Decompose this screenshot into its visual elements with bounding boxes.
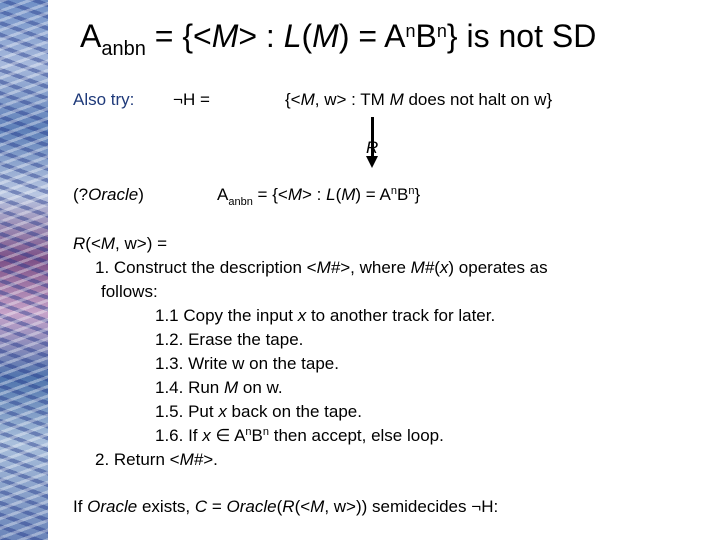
sub-step-text: then accept, else loop. [269,426,444,445]
reduction-r: R [366,138,379,157]
anbn-definition [217,185,421,208]
sub-step-text: 1.5. Put [155,402,219,421]
reduction-label [366,138,378,158]
step-text: follows: [101,282,158,301]
sub-step-text: 1.2. Erase the tape. [155,330,304,349]
anbn-m: M [341,185,356,204]
step-text: >. [203,450,218,469]
sub-step [155,330,303,350]
sub-step [155,378,283,398]
title-text: = {< [145,18,212,54]
sub-step [155,402,362,422]
sub-step-var: x [218,402,227,421]
sub-step-text: ∈ A [210,426,246,445]
oracle-text: ) [138,185,144,204]
decorative-side-banner [0,0,48,540]
r-definition-header [73,234,167,254]
slide-title [80,18,597,60]
conclusion [73,497,498,517]
sub-step-text: 1.6. If [155,426,203,445]
superscript: n [262,426,269,438]
x-var: x [439,258,449,277]
step-1-continuation [101,282,158,302]
anbn-text: ( [335,185,342,204]
title-text: > : [238,18,284,54]
step-text: >, where [340,258,411,277]
title-m: M [211,18,239,54]
title-superscript: n [436,21,447,41]
anbn-text: } [414,185,421,204]
m-hash: M# [179,450,204,469]
step-text: 2. Return < [95,450,180,469]
m-hash: M# [410,258,435,277]
also-try-label: Also try: [73,90,135,109]
sub-step-var: M [224,378,239,397]
sub-step [155,426,444,446]
title-text: ) = A [338,18,406,54]
anbn-b: B [396,185,409,204]
superscript: n [245,426,252,438]
anbn-text: ) = A [355,185,391,204]
title-superscript: n [405,21,416,41]
title-b: B [415,18,437,54]
sub-step-var: x [297,306,307,325]
conclusion-text: exists, [137,497,195,516]
r-m: M [100,234,116,253]
anbn-text: = {< [252,185,288,204]
anbn-l: L [326,185,336,204]
set-text: {< [285,90,301,109]
step-1 [95,258,548,278]
sub-step-text: 1.4. Run [155,378,224,397]
r-text: (< [85,234,101,253]
title-subscript: anbn [101,38,146,60]
negation-symbol: ¬ [471,497,482,516]
set-m: M [300,90,315,109]
step-text: ( [434,258,440,277]
sub-step-text: B [251,426,263,445]
conclusion-text: ( [276,497,283,516]
h-symbol: H: [481,497,499,516]
sub-step [155,306,495,326]
m-symbol: M [310,497,325,516]
oracle-word: Oracle [87,497,138,516]
m-hash: M# [316,258,341,277]
set-text: , w> : TM [314,90,390,109]
anbn-superscript: n [408,185,415,197]
title-m: M [312,18,339,54]
conclusion-text: If [73,497,88,516]
step-text: ) operates as [448,258,548,277]
h-symbol: H [182,90,196,109]
set-m: M [389,90,404,109]
title-text: ( [301,18,313,54]
conclusion-text: (< [294,497,311,516]
anbn-a: A [217,185,229,204]
title-a: A [80,18,102,54]
r-symbol: R [282,497,295,516]
r-symbol: R [73,234,86,253]
step-text: 1. Construct the description < [95,258,317,277]
x-var: x [202,426,211,445]
set-h-definition [285,90,552,110]
conclusion-text: = [207,497,227,516]
oracle-note [73,185,144,205]
oracle-word: Oracle [88,185,139,204]
title-l: L [283,18,302,54]
c-symbol: C [194,497,208,516]
sub-step-text: to another track for later. [306,306,496,325]
anbn-text: > : [301,185,327,204]
sub-step-text: on w. [238,378,283,397]
r-text: , w>) = [115,234,168,253]
anbn-m: M [287,185,302,204]
oracle-text: (? [73,185,89,204]
also-try-line [73,90,134,110]
sub-step [155,354,339,374]
anbn-subscript: anbn [228,196,253,208]
sub-step-text: back on the tape. [226,402,362,421]
oracle-word: Oracle [226,497,277,516]
title-tail: } is not SD [446,18,597,54]
sub-step-text: 1.1 Copy the input [155,306,298,325]
step-2 [95,450,218,470]
set-text: does not halt on w} [403,90,553,109]
anbn-superscript: n [390,185,397,197]
neg-h-equals [173,90,210,110]
negation-symbol: ¬ [173,90,183,109]
equals-sign: = [199,90,210,109]
conclusion-text: , w>)) semidecides [324,497,472,516]
sub-step-text: 1.3. Write w on the tape. [155,354,339,373]
